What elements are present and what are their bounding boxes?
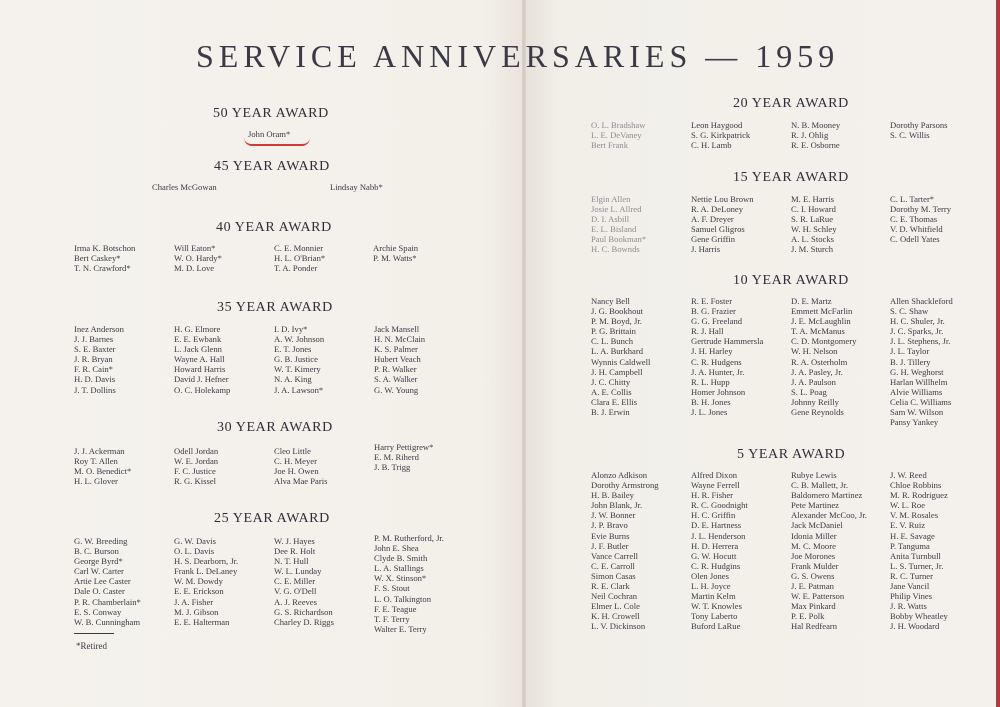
honoree-name: C. R. Hudgens: [691, 356, 742, 367]
award-10-list: [890, 296, 953, 427]
honoree-name: Archie Spain: [373, 243, 419, 253]
award-35-heading: 35 YEAR AWARD: [217, 300, 333, 315]
honoree-name: J. H. Woodard: [890, 621, 940, 632]
honoree-name: M. O. Benedict*: [74, 466, 132, 477]
honoree-name: R. L. Hupp: [691, 376, 730, 387]
honoree-name: J. R. Watts: [890, 601, 927, 612]
honoree-name: W. B. Cunningham: [74, 616, 141, 627]
honoree-name: J. C. Sparks, Jr.: [890, 326, 944, 337]
honoree-name: J. P. Bravo: [591, 520, 628, 531]
honoree-name: J. J. Ackerman: [74, 446, 125, 456]
honoree-name: A. F. Dreyer: [691, 214, 734, 225]
honoree-name: R. C. Goodnight: [691, 500, 748, 511]
award-5-list: [591, 470, 659, 632]
honoree-name: Charles McGowan: [152, 182, 217, 192]
honoree-name: B. G. Frazier: [691, 306, 736, 317]
honoree-name: Gertrude Hammersla: [691, 336, 764, 347]
honoree-name: Gene Griffin: [691, 234, 735, 245]
honoree-name: O. C. Holekamp: [174, 384, 231, 395]
honoree-name: Dee R. Holt: [274, 546, 316, 557]
honoree-name: Harlan Willhelm: [890, 376, 948, 387]
honoree-name: R. J. Hall: [691, 326, 724, 337]
honoree-name: L. H. Joyce: [691, 581, 731, 592]
honoree-name: D. E. Hartness: [691, 520, 742, 531]
award-30-list: [174, 446, 218, 486]
honoree-name: Dale O. Caster: [74, 586, 125, 597]
honoree-name: Neil Cochran: [591, 591, 638, 602]
honoree-name: H. E. Savage: [890, 530, 935, 541]
honoree-name: C. L. Bunch: [591, 336, 634, 347]
honoree-name: H. C. Bownds: [591, 244, 640, 255]
honoree-name: C. Odell Yates: [890, 234, 940, 245]
honoree-name: Dorothy Parsons: [890, 120, 948, 130]
honoree-name: W. J. Hayes: [274, 536, 315, 546]
honoree-name: Bert Caskey*: [74, 253, 121, 264]
honoree-name: E. E. Halterman: [174, 616, 230, 627]
honoree-name: S. C. Shaw: [890, 306, 929, 317]
honoree-name: R. E. Osborne: [791, 140, 840, 151]
honoree-name: B. H. Jones: [691, 396, 731, 407]
award-20-list: [791, 120, 840, 150]
honoree-name: Alonzo Adkison: [591, 470, 648, 480]
award-15-list: [791, 194, 837, 255]
honoree-name: T. A. Ponder: [274, 263, 318, 274]
honoree-name: H. C. Shuler, Jr.: [890, 316, 945, 327]
honoree-name: Jane Vancil: [890, 581, 930, 592]
award-20-list: [691, 120, 750, 150]
honoree-name: L. A. Burkhard: [591, 346, 644, 357]
honoree-name: John Blank, Jr.: [591, 500, 643, 511]
honoree-name: A. J. Reeves: [274, 596, 317, 607]
honoree-name: W. M. Dowdy: [174, 576, 223, 587]
honoree-name: C. R. Hudgins: [691, 560, 741, 571]
honoree-name: V. M. Rosales: [890, 510, 939, 521]
honoree-name: Walter E. Terry: [374, 623, 427, 634]
honoree-name: H. B. Bailey: [591, 490, 634, 501]
honoree-name: P. G. Brittain: [591, 326, 636, 337]
honoree-name: Cleo Little: [274, 446, 311, 456]
award-45-heading: 45 YEAR AWARD: [214, 159, 330, 174]
honoree-name: J. B. Trigg: [374, 462, 411, 473]
honoree-name: H. S. Dearborn, Jr.: [174, 556, 239, 567]
honoree-name: J. L. Stephens, Jr.: [890, 336, 951, 347]
honoree-name: E. E. Erickson: [174, 586, 224, 597]
award-20-list: [890, 120, 948, 140]
honoree-name: P. E. Polk: [791, 611, 825, 622]
honoree-name: E. T. Jones: [274, 344, 312, 355]
honoree-name: J. F. Butler: [591, 540, 629, 551]
honoree-name: Hal Redfearn: [791, 621, 838, 632]
honoree-name: R. E. Clark: [591, 581, 630, 592]
honoree-name: Gene Reynolds: [791, 407, 844, 418]
honoree-name: Clara E. Ellis: [591, 396, 638, 407]
honoree-name: G. W. Hocutt: [691, 550, 737, 561]
honoree-name: S. R. LaRue: [791, 214, 834, 225]
honoree-name: H. G. Elmore: [174, 324, 221, 334]
honoree-name: W. L. Lunday: [274, 566, 322, 577]
honoree-name: Martin Kelm: [691, 591, 736, 602]
honoree-name: C. E. Miller: [274, 576, 316, 587]
award-40-list: [74, 243, 135, 273]
honoree-name: Evie Burns: [591, 530, 630, 541]
honoree-name: W. O. Hardy*: [174, 253, 222, 264]
honoree-name: A. L. Stocks: [791, 234, 834, 245]
award-35-list: [174, 324, 230, 395]
honoree-name: C. H. Lamb: [691, 140, 732, 151]
red-pen-underline: [244, 138, 310, 146]
honoree-name: Tony Laberto: [691, 611, 738, 622]
honoree-name: T. F. Terry: [374, 613, 410, 624]
honoree-name: B. J. Erwin: [591, 407, 630, 418]
honoree-name: R. A. Osterholm: [791, 356, 848, 367]
award-35-list: [74, 324, 124, 395]
award-25-list: [374, 533, 444, 634]
honoree-name: Odell Jordan: [174, 446, 219, 456]
honoree-name: J. L. Taylor: [890, 346, 930, 357]
honoree-name: Wayne A. Hall: [174, 354, 225, 365]
honoree-name: Alexander McCoo, Jr.: [791, 510, 867, 521]
honoree-name: Sam W. Wilson: [890, 407, 944, 418]
honoree-name: S. G. Kirkpatrick: [691, 130, 751, 141]
award-40-list: [174, 243, 222, 273]
honoree-name: Harry Pettigrew*: [374, 442, 434, 452]
honoree-name: Chloe Robbins: [890, 480, 942, 491]
honoree-name: Carl W. Carter: [74, 566, 124, 577]
award-10-heading: 10 YEAR AWARD: [733, 273, 849, 288]
honoree-name: Bobby Wheatley: [890, 611, 948, 622]
award-5-heading: 5 YEAR AWARD: [737, 447, 846, 462]
honoree-name: V. D. Whitfield: [890, 224, 943, 235]
honoree-name: P. R. Walker: [374, 364, 417, 375]
honoree-name: B. J. Tillery: [890, 356, 931, 367]
honoree-name: H. D. Herrera: [691, 540, 739, 551]
award-45-list: [152, 182, 217, 192]
award-40-list: [373, 243, 418, 263]
honoree-name: Leon Haygood: [691, 120, 743, 130]
honoree-name: Johnny Reilly: [791, 396, 839, 407]
award-30-heading: 30 YEAR AWARD: [217, 420, 333, 435]
honoree-name: T. N. Crawford*: [74, 263, 131, 274]
honoree-name: G. G. Freeland: [691, 316, 743, 327]
honoree-name: Irma K. Botschon: [74, 243, 136, 253]
honoree-name: C. D. Montgomery: [791, 336, 857, 347]
honoree-name: R. A. DeLoney: [691, 204, 744, 215]
honoree-name: P. M. Boyd, Jr.: [591, 316, 642, 327]
honoree-name: R. C. Turner: [890, 570, 933, 581]
honoree-name: C. H. Meyer: [274, 456, 317, 467]
award-20-heading: 20 YEAR AWARD: [733, 96, 849, 111]
honoree-name: Wynnis Caldwell: [591, 356, 651, 367]
honoree-name: Allen Shackleford: [890, 296, 953, 306]
honoree-name: Pete Martinez: [791, 500, 839, 511]
honoree-name: H. L. Glover: [74, 476, 118, 487]
honoree-name: S. E. Baxter: [74, 344, 116, 355]
honoree-name: J. G. Bookhout: [591, 306, 644, 317]
honoree-name: H. C. Griffin: [691, 510, 736, 521]
honoree-name: Rubye Lewis: [791, 470, 837, 480]
honoree-name: G. S. Owens: [791, 570, 835, 581]
honoree-name: S. A. Walker: [374, 374, 418, 385]
honoree-name: N. B. Mooney: [791, 120, 841, 130]
honoree-name: Simon Casas: [591, 570, 636, 581]
honoree-name: Nancy Bell: [591, 296, 630, 306]
honoree-name: Will Eaton*: [174, 243, 216, 253]
honoree-name: J. L. Henderson: [691, 530, 746, 541]
honoree-name: G. B. Justice: [274, 354, 318, 365]
honoree-name: David J. Hefner: [174, 374, 229, 385]
honoree-name: M. E. Harris: [791, 194, 834, 204]
honoree-name: J. T. Dollins: [74, 384, 116, 395]
honoree-name: Idonia Miller: [791, 530, 837, 541]
honoree-name: J. A. Hunter, Jr.: [691, 366, 745, 377]
award-15-heading: 15 YEAR AWARD: [733, 170, 849, 185]
honoree-name: Hubert Veach: [374, 354, 421, 365]
award-5-list: [890, 470, 948, 632]
footnote-rule: [74, 633, 114, 634]
honoree-name: Anita Turnbull: [890, 550, 941, 561]
retired-footnote: *Retired: [76, 641, 107, 651]
honoree-name: J. H. Campbell: [591, 366, 643, 377]
honoree-name: Paul Bookman*: [591, 234, 647, 245]
honoree-name: George Byrd*: [74, 556, 123, 567]
honoree-name: Alva Mae Paris: [274, 476, 328, 487]
honoree-name: John Oram*: [248, 129, 291, 139]
honoree-name: H. N. McClain: [374, 334, 426, 345]
honoree-name: Max Pinkard: [791, 601, 836, 612]
award-50-heading: 50 YEAR AWARD: [213, 106, 329, 121]
honoree-name: Lindsay Nabb*: [330, 182, 383, 192]
honoree-name: F. C. Justice: [174, 466, 216, 477]
honoree-name: G. W. Breeding: [74, 536, 128, 546]
page-title: SERVICE ANNIVERSARIES — 1959: [196, 38, 840, 74]
honoree-name: W. E. Jordan: [174, 456, 219, 467]
honoree-name: F. S. Stout: [374, 583, 410, 594]
honoree-name: W. X. Stinson*: [374, 573, 427, 584]
honoree-name: W. T. Kimery: [274, 364, 321, 375]
award-30-list: [74, 446, 131, 486]
honoree-name: W. T. Knowles: [691, 601, 742, 612]
honoree-name: C. E. Thomas: [890, 214, 938, 225]
honoree-name: T. A. McManus: [791, 326, 845, 337]
award-25-list: [274, 536, 334, 627]
honoree-name: Josie L. Allred: [591, 204, 642, 215]
honoree-name: Homer Johnson: [691, 386, 746, 397]
honoree-name: J. J. Barnes: [74, 334, 114, 345]
honoree-name: J. A. Fisher: [174, 596, 214, 607]
honoree-name: Frank Mulder: [791, 560, 839, 571]
honoree-name: Dorothy M. Terry: [890, 204, 952, 215]
honoree-name: C. B. Mallett, Jr.: [791, 480, 849, 491]
honoree-name: M. J. Gibson: [174, 606, 219, 617]
honoree-name: John E. Shea: [374, 543, 419, 554]
honoree-name: Dorothy Armstrong: [591, 480, 659, 491]
honoree-name: F. R. Cain*: [74, 364, 113, 375]
honoree-name: L. A. Stallings: [374, 563, 424, 574]
honoree-name: F. E. Teague: [374, 603, 417, 614]
award-25-list: [174, 536, 238, 627]
honoree-name: Joe H. Owen: [274, 466, 319, 477]
honoree-name: C. E. Carroll: [591, 560, 635, 571]
honoree-name: Roy T. Allen: [74, 456, 118, 467]
honoree-name: J. Harris: [691, 244, 721, 255]
honoree-name: M. C. Moore: [791, 540, 836, 551]
honoree-name: Alfred Dixon: [691, 470, 738, 480]
honoree-name: W. L. Roe: [890, 500, 926, 511]
honoree-name: R. J. Ohlig: [791, 130, 829, 141]
honoree-name: Emmett McFarlin: [791, 306, 853, 317]
honoree-name: J. M. Sturch: [791, 244, 834, 255]
honoree-name: A. W. Johnson: [274, 334, 325, 345]
honoree-name: C. I. Howard: [791, 204, 836, 215]
award-30-list: [374, 442, 433, 472]
honoree-name: G. W. Davis: [174, 536, 217, 546]
award-10-list: [591, 296, 650, 417]
award-40-list: [274, 243, 325, 273]
award-35-list: [374, 324, 425, 395]
honoree-name: Pansy Yankey: [890, 417, 939, 428]
honoree-name: P. M. Watts*: [373, 253, 417, 264]
honoree-name: S. L. Poag: [791, 386, 827, 397]
honoree-name: J. H. Harley: [691, 346, 733, 357]
honoree-name: W. E. Patterson: [791, 591, 845, 602]
honoree-name: C. E. Monnier: [274, 243, 324, 253]
honoree-name: L. Jack Glenn: [174, 344, 222, 355]
award-15-list: [890, 194, 951, 244]
honoree-name: A. E. Collis: [591, 386, 632, 397]
honoree-name: J. C. Chitty: [591, 376, 631, 387]
honoree-name: Alvie Williams: [890, 386, 943, 397]
honoree-name: Buford LaRue: [691, 621, 741, 632]
honoree-name: O. L. Bradshaw: [591, 120, 646, 130]
award-5-list: [791, 470, 867, 632]
honoree-name: M. R. Rodriguez: [890, 490, 948, 501]
honoree-name: S. C. Willis: [890, 130, 930, 141]
honoree-name: E. L. Bisland: [591, 224, 637, 235]
honoree-name: M. D. Love: [174, 263, 215, 274]
honoree-name: Baldomero Martinez: [791, 490, 863, 501]
honoree-name: E. V. Ruiz: [890, 520, 926, 531]
honoree-name: Vance Carrell: [591, 550, 639, 561]
honoree-name: Samuel Gligros: [691, 224, 745, 235]
award-20-list: [591, 120, 645, 150]
honoree-name: J. E. Patman: [791, 581, 834, 592]
honoree-name: P. Tanguma: [890, 540, 930, 551]
honoree-name: Celia C. Williams: [890, 396, 952, 407]
honoree-name: H. D. Davis: [74, 374, 116, 385]
honoree-name: J. A. Paulson: [791, 376, 836, 387]
honoree-name: N. A. King: [274, 374, 312, 385]
honoree-name: L. V. Dickinson: [591, 621, 646, 632]
honoree-name: Wayne Ferrell: [691, 480, 740, 491]
honoree-name: R. G. Kissel: [174, 476, 217, 487]
honoree-name: D. I. Asbill: [591, 214, 630, 225]
honoree-name: J. A. Pasley, Jr.: [791, 366, 843, 377]
award-5-list: [691, 470, 748, 632]
honoree-name: Philip Vines: [890, 591, 933, 602]
honoree-name: Howard Harris: [174, 364, 226, 375]
honoree-name: J. E. McLaughlin: [791, 316, 851, 327]
honoree-name: Elmer L. Cole: [591, 601, 640, 612]
honoree-name: G. S. Richardson: [274, 606, 333, 617]
red-cover-edge: [996, 0, 1000, 707]
honoree-name: H. L. O'Brian*: [274, 253, 326, 264]
honoree-name: Olen Jones: [691, 570, 729, 581]
award-25-heading: 25 YEAR AWARD: [214, 511, 330, 526]
honoree-name: Inez Anderson: [74, 324, 124, 334]
honoree-name: P. R. Chamberlain*: [74, 596, 141, 607]
honoree-name: P. M. Rutherford, Jr.: [374, 533, 444, 543]
honoree-name: G. W. Young: [374, 384, 419, 395]
honoree-name: R. E. Foster: [691, 296, 733, 306]
honoree-name: W. H. Nelson: [791, 346, 838, 357]
honoree-name: D. E. Martz: [791, 296, 832, 306]
honoree-name: O. L. Davis: [174, 546, 215, 557]
honoree-name: B. C. Burson: [74, 546, 119, 557]
book-gutter: [522, 0, 526, 707]
honoree-name: Joe Morones: [791, 550, 836, 561]
honoree-name: L. E. DeVaney: [591, 130, 642, 141]
honoree-name: J. A. Lawson*: [274, 384, 324, 395]
award-15-list: [691, 194, 754, 255]
honoree-name: C. L. Tarter*: [890, 194, 935, 204]
award-40-heading: 40 YEAR AWARD: [216, 220, 332, 235]
honoree-name: Clyde B. Smith: [374, 553, 428, 564]
honoree-name: L. S. Turner, Jr.: [890, 560, 944, 571]
honoree-name: Bert Frank: [591, 140, 628, 151]
honoree-name: Nettie Lou Brown: [691, 194, 754, 204]
honoree-name: J. L. Jones: [691, 407, 728, 418]
honoree-name: J. W. Reed: [890, 470, 927, 480]
honoree-name: V. G. O'Dell: [274, 586, 317, 597]
honoree-name: E. M. Riherd: [374, 452, 419, 463]
honoree-name: H. R. Fisher: [691, 490, 734, 501]
honoree-name: Charley D. Riggs: [274, 616, 334, 627]
honoree-name: E. E. Ewbank: [174, 334, 222, 345]
honoree-name: J. W. Bonner: [591, 510, 636, 521]
honoree-name: K. H. Crowell: [591, 611, 640, 622]
honoree-name: K. S. Palmer: [374, 344, 418, 355]
award-25-list: [74, 536, 141, 627]
honoree-name: Frank L. DeLaney: [174, 566, 238, 577]
award-35-list: [274, 324, 324, 395]
award-30-list: [274, 446, 327, 486]
honoree-name: Jack McDaniel: [791, 520, 843, 531]
honoree-name: N. T. Hull: [274, 556, 309, 567]
award-15-list: [591, 194, 646, 255]
award-45-list: [330, 182, 383, 192]
honoree-name: I. D. Ivy*: [274, 324, 308, 334]
honoree-name: L. O. Talkington: [374, 593, 432, 604]
honoree-name: G. H. Weghorst: [890, 366, 944, 377]
award-10-list: [791, 296, 856, 417]
award-10-list: [691, 296, 763, 417]
honoree-name: Jack Mansell: [374, 324, 420, 334]
honoree-name: J. R. Bryan: [74, 354, 113, 365]
honoree-name: E. S. Conway: [74, 606, 122, 617]
honoree-name: Elgin Allen: [591, 194, 631, 204]
honoree-name: Artie Lee Caster: [74, 576, 131, 587]
honoree-name: W. H. Schley: [791, 224, 837, 235]
